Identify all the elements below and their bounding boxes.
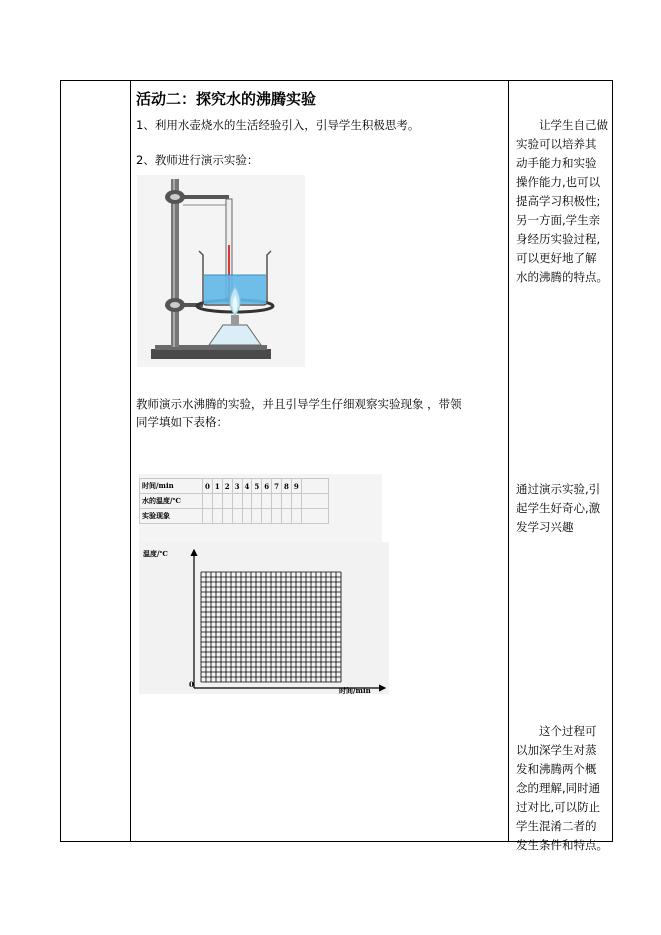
time-cell: 7 bbox=[272, 479, 282, 494]
empty-cell bbox=[301, 479, 328, 494]
observation-table bbox=[139, 478, 329, 524]
demo-text-line-2: 同学填如下表格： bbox=[136, 415, 228, 429]
table-row bbox=[140, 509, 329, 524]
time-cell: 3 bbox=[232, 479, 242, 494]
observation-table-image bbox=[139, 474, 382, 542]
temperature-graph-image bbox=[139, 542, 389, 694]
graph-grid bbox=[201, 572, 341, 682]
demo-text-line-1: 教师演示水沸腾的实验，并且引导学生仔细观察实验现象 ，带领 bbox=[136, 397, 462, 411]
table-row bbox=[140, 494, 329, 509]
table-row-label: 时间/min bbox=[140, 479, 203, 494]
x-axis-label: 时间/min bbox=[339, 686, 371, 694]
side-note-1: 让学生自己做 实验可以培养其 动手能力和实验 操作能力,也可以 提高学习积极性; 另一方面,学生亲 身经历实验过程, 可以更好地了解 水的沸腾的特点。 bbox=[516, 118, 608, 284]
table-row-label: 实验现象 bbox=[140, 509, 203, 524]
column-divider-left bbox=[130, 81, 131, 841]
step-2: 2、教师进行演示实验： bbox=[136, 153, 259, 167]
table-row bbox=[140, 479, 329, 494]
y-axis-label: 温度/℃ bbox=[143, 549, 168, 558]
time-cell: 1 bbox=[212, 479, 222, 494]
time-cell: 9 bbox=[291, 479, 301, 494]
time-cell: 6 bbox=[262, 479, 272, 494]
time-cell: 5 bbox=[252, 479, 262, 494]
time-cell: 4 bbox=[242, 479, 252, 494]
column-divider-right bbox=[508, 81, 509, 841]
table-row-label: 水的温度/℃ bbox=[140, 494, 203, 509]
side-note-3: 这个过程可 以加深学生对蒸 发和沸腾两个概 念的理解,同时通 过对比,可以防止 学生混淆二者的 发生条件和特点。 bbox=[516, 724, 608, 852]
side-note-2: 通过演示实验,引 起学生好奇心,激 发学习兴趣 bbox=[516, 482, 601, 534]
time-cell: 8 bbox=[282, 479, 292, 494]
activity-title: 活动二：探究水的沸腾实验 bbox=[136, 90, 317, 108]
time-cell: 0 bbox=[203, 479, 213, 494]
step-1: 1、利用水壶烧水的生活经验引入，引导学生积极思考。 bbox=[136, 118, 420, 132]
time-cell: 2 bbox=[222, 479, 232, 494]
boiling-apparatus-illustration bbox=[137, 175, 305, 367]
origin-label: 0 bbox=[189, 680, 194, 689]
